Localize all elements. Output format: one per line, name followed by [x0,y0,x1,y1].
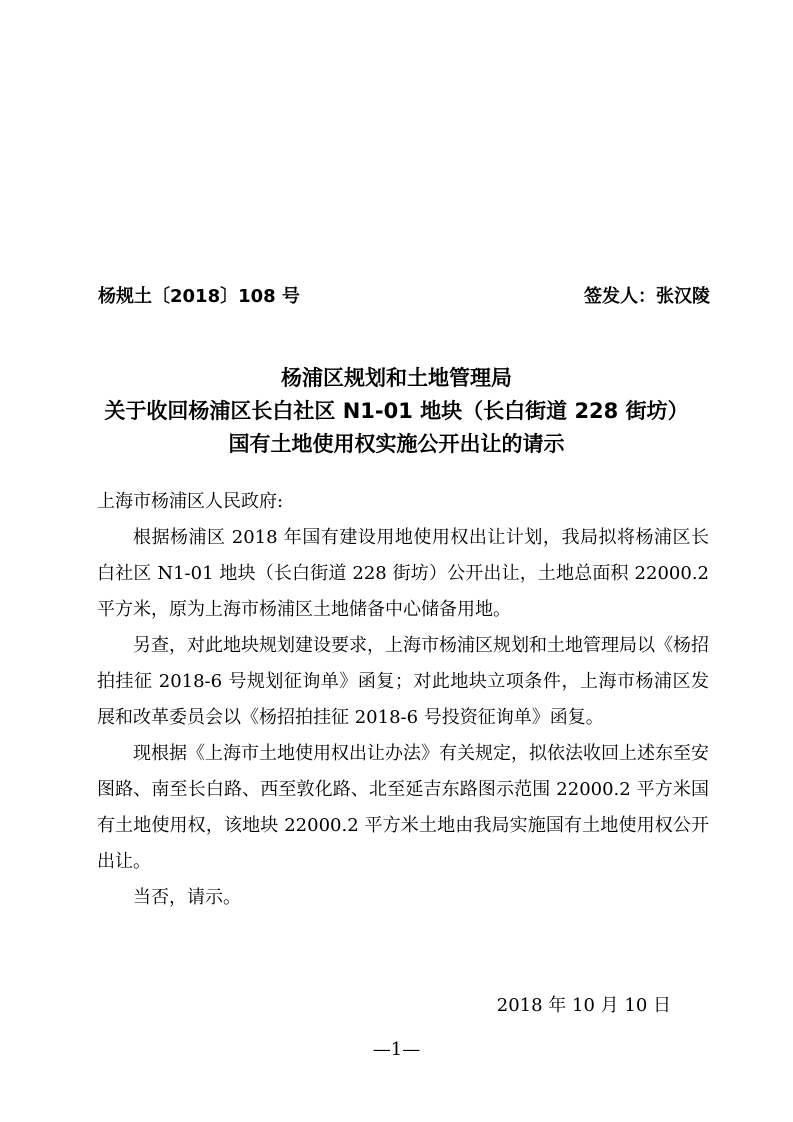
salutation: 上海市杨浦区人民政府: [97,491,284,512]
document-body [97,484,709,916]
document-header [98,282,710,312]
paragraph-1: 根据杨浦区 2018 年国有建设用地使用权出让计划，我局拟将杨浦区长白社区 N1-01 地块（长白街道 228 街坊）公开出让，土地总面积 22000.2 平方米，原为上海市杨浦区土地储备中心储备用地。 [97,527,709,620]
title-line-3: 国有土地使用权实施公开出让的请示 [228,432,565,456]
document-title [60,362,733,461]
title-line-1: 杨浦区规划和土地管理局 [281,366,512,390]
paragraph-2: 另查，对此地块规划建设要求，上海市杨浦区规划和土地管理局以《杨招拍挂征 2018-6 号规划征询单》函复；对此地块立项条件，上海市杨浦区发展和改革委员会以《杨招拍挂征 2018-6 号投资征询单》函复。 [97,635,709,728]
title-line-2: 关于收回杨浦区长白社区 N1-01 地块（长白街道 228 街坊） [104,399,689,423]
closing: 当否，请示。 [133,887,241,908]
page-number: —1— [372,1039,421,1060]
document-date: 2018 年 10 月 10 日 [496,995,671,1016]
paragraph-3: 现根据《上海市土地使用权出让办法》有关规定，拟依法收回上述东至安图路、南至长白路、西至敦化路、北至延吉东路图示范围 22000.2 平方米国有土地使用权，该地块 22000.2 平方米土地由我局实施国有土地使用权公开出让。 [97,743,709,872]
signer: 签发人：张汉陵 [584,286,710,307]
document-number: 杨规土〔2018〕108 号 [98,286,300,307]
